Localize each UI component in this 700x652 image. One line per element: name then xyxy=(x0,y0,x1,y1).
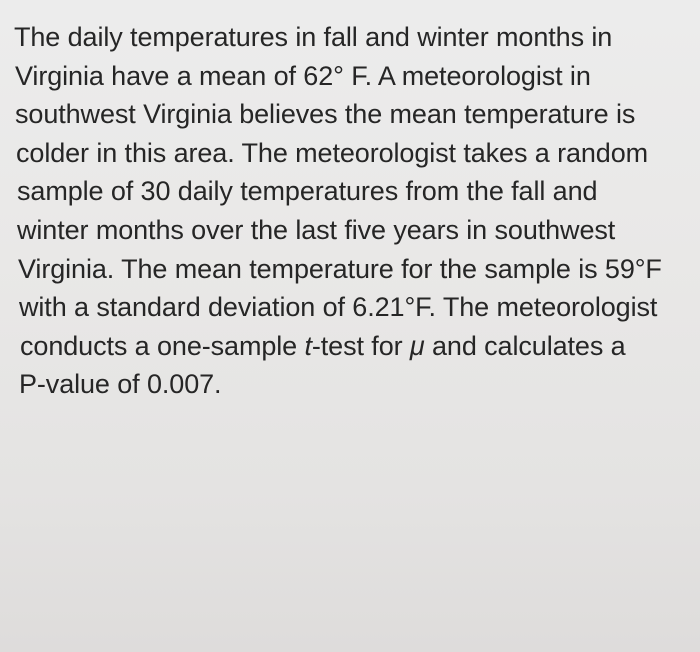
t-variable: t xyxy=(304,330,312,361)
problem-text xyxy=(14,18,694,404)
line-9-part-b: -test for xyxy=(311,330,410,361)
problem-line-4: colder in this area. The meteorologist takes a random xyxy=(16,137,649,168)
problem-line-10: P-value of 0.007. xyxy=(19,369,222,400)
problem-line-8: with a standard deviation of 6.21°F. The meteorologist xyxy=(19,292,658,323)
problem-line-3: southwest Virginia believes the mean temperature is xyxy=(15,99,636,130)
problem-line-9 xyxy=(20,327,694,366)
mu-symbol: μ xyxy=(409,330,425,361)
problem-line-7: Virginia. The mean temperature for the sample is 59°F xyxy=(18,253,662,284)
line-9-part-c: and calculates a xyxy=(424,330,626,361)
problem-line-1: The daily temperatures in fall and winter months in xyxy=(14,22,613,52)
problem-line-6: winter months over the last five years in southwest xyxy=(17,214,616,245)
line-9-part-a: conducts a one-sample xyxy=(20,330,305,361)
problem-line-2: Virginia have a mean of 62° F. A meteorologist in xyxy=(15,60,591,91)
problem-line-5: sample of 30 daily temperatures from the fall and xyxy=(17,176,598,207)
